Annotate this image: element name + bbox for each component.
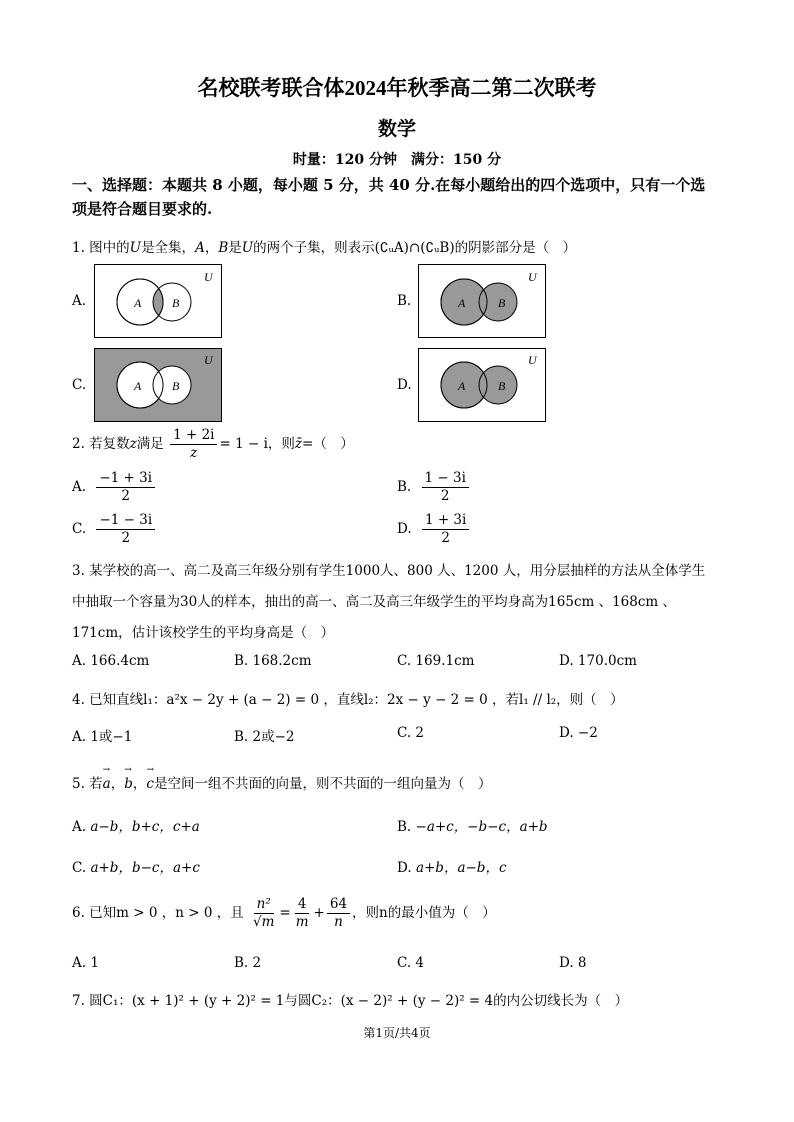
svg-text:B: B [498,296,506,310]
question-2: 2. 若复数z满足 $\frac{1 + 2i}{z}$ = 1 − i，则z̄=（ ） [72,427,354,461]
question-6: 6. 已知m > 0 ，n > 0 ，且 $\frac{\text{n²}}{√m}$ = $\frac{4}{m}$ + $\frac{64}{n}$ ，则n的最小值为（ ） [72,896,496,930]
q4-option-c: C. 2 [397,725,425,741]
q2-option-a: A. $\frac{-1 + 3i}{2}$ [72,470,157,505]
q2-option-d: D. $\frac{1 + 3i}{2}$ [397,512,471,547]
q5-option-a: A. a−b，b+c，c+a [72,819,200,835]
q5-option-b: B. −a+c，−b−c，a+b [397,819,548,835]
question-3-line2: 中抽取一个容量为30人的样本，抽出的高一、高二及高三年级学生的平均身高为165cm 、168cm 、 [72,594,677,610]
question-3-line1: 3. 某学校的高一、高二及高三年级分别有学生1000人、800 人、1200 人，用分层抽样的方法从全体学生 [72,563,706,579]
section-heading-line2: 项是符合题目要求的. [72,200,213,218]
exam-title: 名校联考联合体2024年秋季高二第二次联考 [197,76,597,100]
question-1: 1. 图中的U是全集，A，B是U的两个子集，则表示(∁ᵤA)∩(∁ᵤB)的阴影部分是（ ） [72,240,577,256]
venn-diagram-d [418,348,546,422]
question-3-line3: 171cm，估计该校学生的平均身高是（ ） [72,625,335,641]
q4-option-d: D. −2 [559,725,598,741]
q3-option-a: A. 166.4cm [72,653,150,669]
q5-option-c: C. a+b，b−c，a+c [72,860,200,876]
svg-text:B: B [498,379,506,393]
venn-diagram-b [418,264,546,338]
svg-text:B: B [172,296,180,310]
svg-text:B: B [172,379,180,393]
section-heading-line1: 一、选择题：本题共 8 小题，每小题 5 分，共 40 分.在每小题给出的四个选项中，只有一个选 [72,176,706,194]
time-info: 时量：120 分钟 满分：150 分 [292,152,502,168]
q4-option-a: A. 1或−1 [72,729,133,745]
svg-text:U: U [528,353,537,367]
q1-option-a-label: A. [72,293,87,309]
q6-option-a: A. 1 [72,955,99,971]
q3-option-b: B. 168.2cm [234,653,312,669]
q6-option-d: D. 8 [559,955,587,971]
question-7: 7. 圆C₁：(x + 1)² + (y + 2)² = 1与圆C₂：(x − 2)² + (y − 2)² = 4的内公切线长为（ ） [72,993,629,1009]
q3-option-c: C. 169.1cm [397,653,475,669]
q4-option-b: B. 2或−2 [234,729,295,745]
question-5: 5. 若→ a，→ b，→ c是空间一组不共面的向量，则不共面的一组向量为（ ） [72,772,491,792]
q3-option-d: D. 170.0cm [559,653,637,669]
svg-text:A: A [134,296,142,310]
svg-text:U: U [204,353,213,367]
q5-option-d: D. a+b，a−b，c [397,860,507,876]
q2-option-b: B. $\frac{1 - 3i}{2}$ [397,470,471,505]
svg-text:U: U [204,270,213,284]
q6-option-b: B. 2 [234,955,262,971]
q2-option-c: C. $\frac{-1 - 3i}{2}$ [72,512,157,547]
q1-option-b-label: B. [397,293,412,309]
question-4: 4. 已知直线l₁：a²x − 2y + (a − 2) = 0 ，直线l₂：2x − y − 2 = 0 ，若l₁ // l₂，则（ ） [72,692,624,708]
svg-text:A: A [458,379,466,393]
q1-option-c-label: C. [72,377,87,393]
page-footer: 第1页/共4页 [363,1026,431,1040]
svg-text:U: U [528,270,537,284]
q1-option-d-label: D. [397,377,412,393]
svg-text:A: A [458,296,466,310]
svg-text:A: A [134,379,142,393]
subject-title: 数学 [377,118,416,140]
q2-fraction: $\frac{1 + 2i}{z}$ [170,427,217,462]
venn-diagram-a [94,264,222,338]
q6-option-c: C. 4 [397,955,425,971]
venn-diagram-c [94,348,222,422]
complement-expression: (∁ᵤA)∩(∁ᵤB) [374,240,455,256]
